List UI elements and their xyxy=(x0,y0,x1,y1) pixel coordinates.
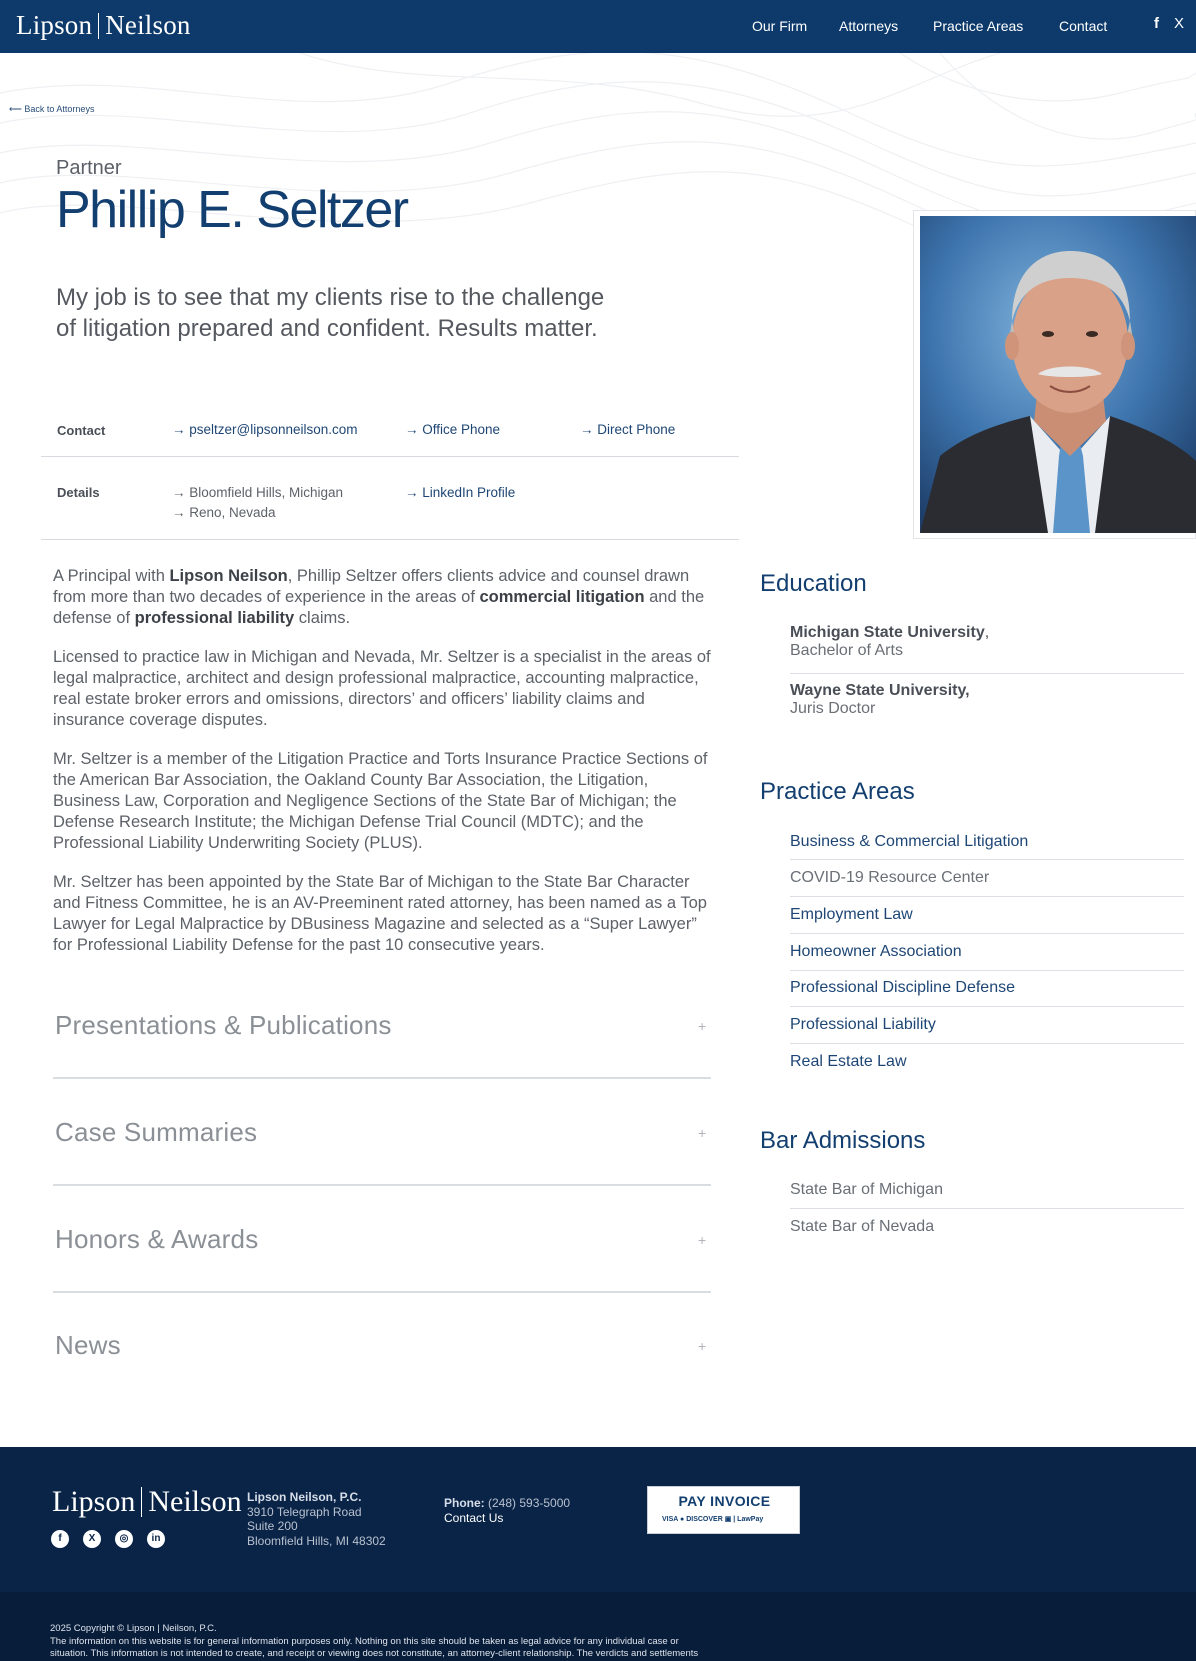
logo-left-text: Lipson xyxy=(16,10,93,40)
site-footer xyxy=(0,1447,1196,1592)
practice-divider xyxy=(790,970,1184,971)
education-school: Wayne State University, xyxy=(790,682,970,699)
nav-our-firm[interactable]: Our Firm xyxy=(752,18,808,34)
practice-area-link[interactable]: COVID-19 Resource Center xyxy=(790,869,990,886)
copyright: 2025 Copyright © Lipson | Neilson, P.C. xyxy=(50,1623,217,1634)
accordion-honors-awards[interactable]: Honors & Awards xyxy=(55,1224,259,1254)
nav-contact[interactable]: Contact xyxy=(1059,18,1108,34)
details-divider xyxy=(41,539,739,540)
payment-cards-icon: VISA ● DISCOVER ▣ | LawPay xyxy=(662,1516,764,1523)
footer-logo-divider xyxy=(141,1487,142,1517)
bio-p1-text-a: A Principal with xyxy=(53,567,170,585)
bio-p1-text-e: and the defense of xyxy=(53,588,705,627)
footer-company: Lipson Neilson, P.C. xyxy=(247,1490,362,1504)
expand-plus-icon[interactable]: + xyxy=(698,1018,707,1034)
expand-plus-icon[interactable]: + xyxy=(698,1232,707,1248)
expand-plus-icon[interactable]: + xyxy=(698,1338,707,1354)
x-twitter-icon[interactable]: X xyxy=(1174,15,1185,32)
accordion-divider xyxy=(53,1291,711,1293)
education-item xyxy=(790,682,1184,718)
instagram-icon[interactable]: ◎ xyxy=(115,1530,133,1548)
footer-contact-link[interactable]: Contact Us xyxy=(444,1510,504,1525)
footer-logo-right: Neilson xyxy=(148,1485,242,1518)
attorney-quote: My job is to see that my clients rise to the challenge of litigation prepared and confident. Results matter. xyxy=(56,284,605,342)
education-heading: Education xyxy=(760,570,867,597)
footer-contact xyxy=(444,1496,570,1525)
footer-address-line-2: Suite 200 xyxy=(247,1519,298,1533)
bar-admission-item: State Bar of Michigan xyxy=(790,1181,943,1198)
footer-phone[interactable]: (248) 593-5000 xyxy=(488,1496,571,1510)
facebook-icon[interactable]: f xyxy=(1154,15,1159,32)
back-to-attorneys-link[interactable]: ⟵ Back to Attorneys xyxy=(9,104,95,114)
bio-p1-commercial-litigation: commercial litigation xyxy=(479,588,645,606)
education-item: Michigan State University, Bachelor of Arts xyxy=(790,624,990,659)
contact-divider xyxy=(41,456,739,457)
linkedin-link[interactable]: → LinkedIn Profile xyxy=(405,485,516,500)
accordion-presentations[interactable]: Presentations & Publications xyxy=(55,1010,392,1040)
practice-divider xyxy=(790,933,1184,934)
bio-p1-text-c: , Phillip Seltzer offers clients advice and counsel drawn from more than two decades of experience in the areas of xyxy=(53,567,690,606)
practice-area-link[interactable]: Real Estate Law xyxy=(790,1053,907,1070)
nav-attorneys[interactable]: Attorneys xyxy=(839,18,899,34)
practice-areas-heading: Practice Areas xyxy=(760,778,915,805)
bio-paragraph-1 xyxy=(53,566,713,629)
bio-p1-firm: Lipson Neilson xyxy=(169,567,288,585)
education-divider xyxy=(790,673,1184,674)
logo-right-text: Neilson xyxy=(105,10,191,40)
accordion-news[interactable]: News xyxy=(55,1330,121,1360)
bio-p1-professional-liability: professional liability xyxy=(134,609,295,627)
location-reno: → Reno, Nevada xyxy=(172,505,276,520)
education-degree: Bachelor of Arts xyxy=(790,642,903,659)
bio-paragraph-2: Licensed to practice law in Michigan and Nevada, Mr. Seltzer is a specialist in the areas of legal malpractice, architect and design professional malpractice, accounting malpractice, real estate broker errors and omissions, directors’ and officers’ liability claims and insurance coverage disputes. xyxy=(53,648,711,729)
practice-divider xyxy=(790,859,1184,860)
accordion-divider xyxy=(53,1077,711,1079)
disclaimer-line-1: The information on this website is for general information purposes only. Nothing on this site should be taken as legal advice for any individual case or xyxy=(50,1636,679,1647)
bar-divider xyxy=(790,1208,1184,1209)
details-label: Details xyxy=(57,485,100,500)
education-degree: Juris Doctor xyxy=(790,700,876,717)
footer-logo[interactable] xyxy=(52,1485,242,1519)
bio-p1-text-g: claims. xyxy=(294,609,351,627)
email-link[interactable]: → pseltzer@lipsonneilson.com xyxy=(172,422,358,437)
nav-practice-areas[interactable]: Practice Areas xyxy=(933,18,1024,34)
bio-paragraph-4: Mr. Seltzer has been appointed by the State Bar of Michigan to the State Bar Character and Fitness Committee, he is an AV-Preeminent rated attorney, has been named as a Top Lawyer for Legal Malpractice by DBusiness Magazine and selected as a “Super Lawyer” for Professional Liability Defense for the past 10 consecutive years. xyxy=(53,873,707,954)
site-logo[interactable] xyxy=(16,10,191,41)
footer-address-line-1: 3910 Telegraph Road xyxy=(247,1504,362,1519)
pay-invoice-button[interactable] xyxy=(647,1486,800,1534)
bar-admissions-heading: Bar Admissions xyxy=(760,1127,926,1154)
logo-divider xyxy=(98,13,99,39)
accordion-case-summaries[interactable]: Case Summaries xyxy=(55,1117,258,1147)
footer-address xyxy=(247,1490,386,1548)
attorney-name: Phillip E. Seltzer xyxy=(56,181,408,239)
direct-phone-link[interactable]: → Direct Phone xyxy=(580,422,676,437)
practice-area-link[interactable]: Homeowner Association xyxy=(790,943,962,960)
practice-divider xyxy=(790,1043,1184,1044)
practice-divider xyxy=(790,1006,1184,1007)
practice-area-link[interactable]: Professional Liability xyxy=(790,1016,936,1033)
linkedin-icon[interactable]: in xyxy=(147,1530,165,1548)
attorney-photo xyxy=(920,216,1196,533)
accordion-divider xyxy=(53,1184,711,1186)
contact-label: Contact xyxy=(57,423,106,438)
practice-area-link[interactable]: Employment Law xyxy=(790,906,913,923)
education-school: Michigan State University xyxy=(790,624,985,641)
location-bloomfield: → Bloomfield Hills, Michigan xyxy=(172,485,344,500)
bio-paragraph-3: Mr. Seltzer is a member of the Litigation Practice and Torts Insurance Practice Sections of the American Bar Association, the Oakland County Bar Association, the Litigation, Business Law, Corporation and Negligence Sections of the State Bar of Michigan; the Defense Research Institute; the Michigan Defense Trial Council (MDTC); and the Professional Liability Underwriting Society (PLUS). xyxy=(53,750,708,852)
x-twitter-icon[interactable]: X xyxy=(83,1530,101,1548)
practice-divider xyxy=(790,896,1184,897)
footer-address-line-3: Bloomfield Hills, MI 48302 xyxy=(247,1533,386,1548)
pay-invoice-label: PAY INVOICE xyxy=(678,1493,771,1509)
office-phone-link[interactable]: → Office Phone xyxy=(405,422,501,437)
footer-phone-label: Phone: xyxy=(444,1496,485,1510)
attorney-role: Partner xyxy=(56,157,122,179)
expand-plus-icon[interactable]: + xyxy=(698,1125,707,1141)
practice-area-link[interactable]: Business & Commercial Litigation xyxy=(790,833,1029,850)
disclaimer-line-2: situation. This information is not intended to create, and receipt or viewing does not constitute, an attorney-client relationship. The verdicts and settlements xyxy=(50,1648,699,1659)
facebook-icon[interactable]: f xyxy=(51,1530,69,1548)
practice-area-link[interactable]: Professional Discipline Defense xyxy=(790,979,1015,996)
bar-admission-item: State Bar of Nevada xyxy=(790,1218,935,1235)
footer-logo-left: Lipson xyxy=(52,1485,136,1518)
